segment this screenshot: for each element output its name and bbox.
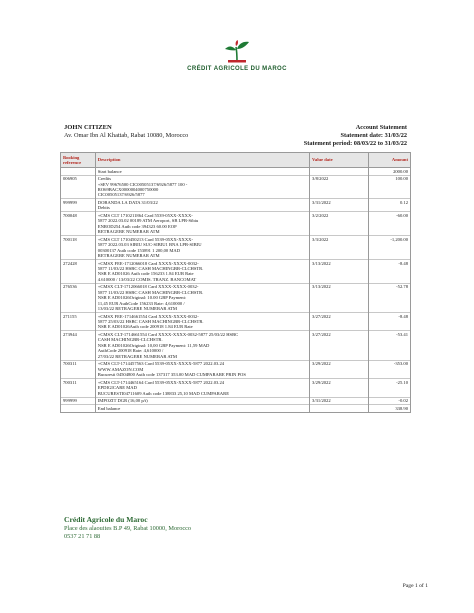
cell-booking-reference: 700118 xyxy=(61,236,96,260)
cell-booking-reference: 700311 xyxy=(61,379,96,397)
table-row xyxy=(61,331,411,360)
table-row xyxy=(61,360,411,378)
cell-description: +CMSX CLT-1712066018 Card XXXX-XXXX-0032- 5877 11/03/22 HSBC CASH MACHINGBR-CLCHSTR. NSR E AD01026Original: 10.00 GBP Payment: 11,45 EUR AuthCode 156233 Rate: 4,610000 / 13/03/22 RETRAGERE NUMERAR ATM xyxy=(95,283,309,312)
cell-description: +CMS CLT-1714465164 Card 5539-05XX-XXXX-5877 2022.03.24 EPDIGICARE MAD BUCURESTI04711609 Auth code 138833 25,10 MAD CUMPARARE xyxy=(95,379,309,397)
statement-info-block xyxy=(304,124,407,148)
cell-amount: 338.90 xyxy=(369,405,411,413)
table-row xyxy=(61,175,411,199)
cell-booking-reference: 700311 xyxy=(61,360,96,378)
cell-value-date xyxy=(310,405,369,413)
cell-amount: -8.48 xyxy=(369,313,411,331)
cell-value-date xyxy=(310,168,369,176)
table-row xyxy=(61,260,411,284)
cell-description: Credits +SEV 99676500 CIC00505137/6926/5877 100 - RO69BACX0000004000750000 CIC00505137/6926/5877 xyxy=(95,175,309,199)
footer-address: Place des alaouites B.P 49, Rabat 10000, Morocco xyxy=(64,524,192,532)
table-row xyxy=(61,379,411,397)
cell-value-date: 3/31/2022 xyxy=(310,397,369,405)
cell-value-date: 3/29/2022 xyxy=(310,360,369,378)
cell-amount: 100.00 xyxy=(369,175,411,199)
cell-amount: -0.02 xyxy=(369,397,411,405)
header-amount: Amount xyxy=(369,153,411,168)
cell-value-date: 3/31/2022 xyxy=(310,199,369,212)
cell-booking-reference: 276536 xyxy=(61,283,96,312)
cell-description: +CMS CLT-1714457563 Card 5539-05XX-XXXX-5877 2022.03.24 WWW.AMAZON.COM Bucuresti 04504800 Auth code 137317 353.00 MAD CUMPARARE PRIN POS xyxy=(95,360,309,378)
cell-amount: -8.48 xyxy=(369,260,411,284)
table-row xyxy=(61,397,411,405)
cell-description: +CMSX FEE-1712066018 Card XXXX-XXXX-0032- 5877 11/03/22 HSBC CASH MACHINGBR-CLCHSTR. NSR E AD01026 Auth code 156233 1.84 EUR Rate 4.610000 / 13/03/22 COMIS. TRANZ. BANCOMAT xyxy=(95,260,309,284)
table-row xyxy=(61,212,411,236)
cell-booking-reference xyxy=(61,168,96,176)
table-row xyxy=(61,168,411,176)
table-row xyxy=(61,405,411,413)
cell-description: +CMSX FEE-1714661554 Card XXXX-XXXX-0032- 5877 25/03/22 HSBC CASH MACHINGBR-CLCHSTR. NSR E AD01026Auth code 200918 1.84 EUR Rate xyxy=(95,313,309,331)
table-row xyxy=(61,236,411,260)
cell-booking-reference: 271155 xyxy=(61,313,96,331)
customer-name: JOHN CITIZEN xyxy=(64,124,112,131)
cell-amount: -60.00 xyxy=(369,212,411,236)
table-row xyxy=(61,283,411,312)
cell-value-date: 3/8/2022 xyxy=(310,175,369,199)
cell-description: +CMSX CLT-1714661554 Card XXXX-XXXX-0032-5877 25/03/22 HSBC CASH MACHINGBR-CLCHSTR. NSR E AD01026Original: 10,00 GBP Payment: 11,59 MAD AuthCode 200918 Rate: 4,610000 / 27/03/22 RETRAGERE NUMERAR ATM xyxy=(95,331,309,360)
statement-period: Statement period: 08/03/22 to 31/03/22 xyxy=(303,140,407,147)
cell-value-date: 3/13/2022 xyxy=(310,260,369,284)
bank-footer xyxy=(64,516,191,542)
cell-booking-reference: 999999 xyxy=(61,199,96,212)
cell-description: End balance xyxy=(95,405,309,413)
statement-date: Statement date: 31/03/22 xyxy=(340,132,407,139)
cell-booking-reference xyxy=(61,405,96,413)
cell-description: +CMS CLT 1710211864 Card 5539-05XX-XXXX- 5877 2022.03.02 00189 ATM Aeroport, SB LPB-Sibiu ENROD254 Auth code 394323 60.00 EOP RETRAGERE NUMERAR ATM xyxy=(95,212,309,236)
page-number: Page 1 of 1 xyxy=(402,583,428,589)
cell-booking-reference: 700048 xyxy=(61,212,96,236)
cell-value-date: 3/27/2022 xyxy=(310,313,369,331)
transactions-table xyxy=(60,152,411,413)
header-value-date: Value date xyxy=(310,153,369,168)
cell-description: DOBANDA LA DATA 31/03/22 Debits xyxy=(95,199,309,212)
cell-description: Start balance xyxy=(95,168,309,176)
cell-value-date: 3/2/2022 xyxy=(310,212,369,236)
footer-phone: 0537 21 71 88 xyxy=(64,533,101,541)
cell-description: +CMS CLT 1710450213 Card 5539-05XX-XXXX- 5877 2022.03.03 SIBIU SUC-SIBIU1 BNA LPB-SIBIU 00300137 Auth code 153891 1 200,00 MAD RETRAGERE NUMERAR ATM xyxy=(95,236,309,260)
bank-logo-text: CRÉDIT AGRICOLE DU MAROC xyxy=(187,66,287,72)
table-header-row xyxy=(61,153,411,168)
customer-address: Av. Omar Ibn Al Khattab, Rabat 10080, Morocco xyxy=(64,132,189,139)
cell-amount: -53.41 xyxy=(369,331,411,360)
cell-amount: -1,200.00 xyxy=(369,236,411,260)
cell-value-date: 3/13/2022 xyxy=(310,283,369,312)
cell-amount: -25.10 xyxy=(369,379,411,397)
cell-booking-reference: 999999 xyxy=(61,397,96,405)
header-description: Description xyxy=(95,153,309,168)
cell-value-date: 3/29/2022 xyxy=(310,379,369,397)
bank-logo xyxy=(0,40,474,72)
cell-booking-reference: 006905 xyxy=(61,175,96,199)
cell-amount: 0.12 xyxy=(369,199,411,212)
cell-booking-reference: 273944 xyxy=(61,331,96,360)
cell-amount: -353.00 xyxy=(369,360,411,378)
header-booking-reference: Booking reference xyxy=(61,153,96,168)
footer-bank-name: Crédit Agricole du Maroc xyxy=(64,515,148,524)
customer-address-block xyxy=(64,124,188,140)
statement-title: Account Statement xyxy=(355,124,407,131)
cell-booking-reference: 272428 xyxy=(61,260,96,284)
table-row xyxy=(61,313,411,331)
table-row xyxy=(61,199,411,212)
wheat-sprout-logo-icon xyxy=(224,40,250,64)
cell-value-date: 3/3/2022 xyxy=(310,236,369,260)
cell-description: IMPOZIT DGR (16,00 p/t) xyxy=(95,397,309,405)
cell-amount: 2000.00 xyxy=(369,168,411,176)
cell-amount: -52.78 xyxy=(369,283,411,312)
cell-value-date: 3/27/2022 xyxy=(310,331,369,360)
